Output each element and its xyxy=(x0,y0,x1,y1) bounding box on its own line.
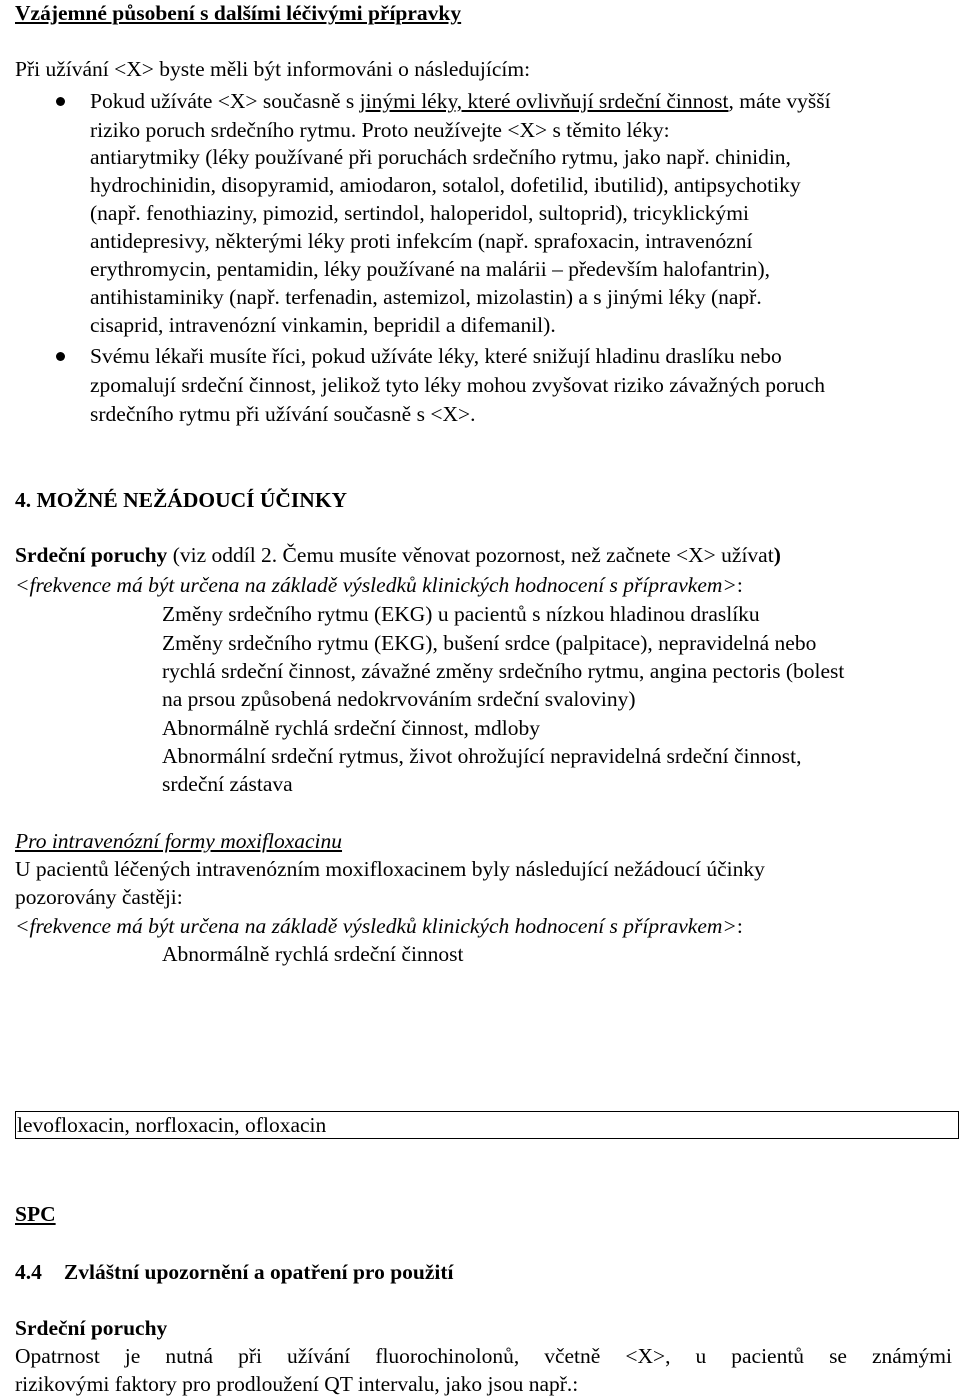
bullet1-line9: cisaprid, intravenózní vinkamin, bepridil a difemanil). xyxy=(90,313,556,337)
bullet2-line1: Svému lékaři musíte říci, pokud užíváte léky, které snižují hladinu draslíku nebo xyxy=(90,344,782,368)
bullet1-line5: (např. fenothiaziny, pimozid, sertindol, haloperidol, sultoprid), tricyklickými xyxy=(90,201,749,225)
bullet1-line6: antidepresivy, některými léky proti infekcím (např. sprafoxacin, intravenózní xyxy=(90,229,753,253)
bullet1-line1: Pokud užíváte <X> současně s jinými léky, které ovlivňují srdeční činnost, máte vyšší xyxy=(90,89,831,113)
iv-side-effect-item: Abnormálně rychlá srdeční činnost xyxy=(162,942,464,966)
spc-section-heading xyxy=(15,1258,454,1287)
bullet1-line7: erythromycin, pentamidin, léky používané na malárii – především halofantrin), xyxy=(90,257,771,281)
bullet1-line3: antiarytmiky (léky používané při poruchách srdečního rytmu, jako např. chinidin, xyxy=(90,145,791,169)
iv-forms-line2: pozorovány častěji: xyxy=(15,885,183,909)
spc-section-title: Zvláštní upozornění a opatření pro použití xyxy=(63,1260,454,1284)
spc-caution-line2: rizikovými faktory pro prodloužení QT intervalu, jako jsou např.: xyxy=(15,1372,579,1396)
related-drugs-link-text: jinými léky, které ovlivňují srdeční činnost xyxy=(359,89,729,113)
side-effect-item: srdeční zástava xyxy=(162,772,293,796)
spc-section-number: 4.4 xyxy=(15,1260,42,1284)
side-effect-item: Změny srdečního rytmu (EKG), bušení srdce (palpitace), nepravidelná nebo xyxy=(162,631,817,655)
side-effect-item: na prsou způsobená nedokrvováním srdeční svaloviny) xyxy=(162,687,636,711)
boxed-substances-text: levofloxacin, norfloxacin, ofloxacin xyxy=(17,1113,327,1137)
frequency-note: <frekvence má být určena na základě výsledků klinických hodnocení s přípravkem>: xyxy=(15,573,743,597)
iv-frequency-note: <frekvence má být určena na základě výsledků klinických hodnocení s přípravkem>: xyxy=(15,914,743,938)
cardiac-disorders-label: Srdeční poruchy xyxy=(15,543,168,567)
bullet2-line3: srdečního rytmu při užívání současně s <X>. xyxy=(90,402,476,426)
bullet-dot xyxy=(56,352,65,361)
interactions-intro: Při užívání <X> byste měli být informováni o následujícím: xyxy=(15,57,531,81)
spc-cardiac-heading: Srdeční poruchy xyxy=(15,1316,168,1340)
side-effect-item: Změny srdečního rytmu (EKG) u pacientů s nízkou hladinou draslíku xyxy=(162,602,760,626)
cardiac-disorders-line: Srdeční poruchy (viz oddíl 2. Čemu musíte věnovat pozornost, než začnete <X> užívat) xyxy=(15,543,781,567)
bullet2-line2: zpomalují srdeční činnost, jelikož tyto léky mohou zvyšovat riziko závažných poruch xyxy=(90,373,825,397)
iv-forms-heading: Pro intravenózní formy moxifloxacinu xyxy=(15,829,343,853)
side-effect-item: Abnormálně rychlá srdeční činnost, mdloby xyxy=(162,716,540,740)
section4-heading: 4. MOŽNÉ NEŽÁDOUCÍ ÚČINKY xyxy=(15,488,348,512)
bullet-dot xyxy=(56,97,65,106)
bullet1-line2: riziko poruch srdečního rytmu. Proto neužívejte <X> s těmito léky: xyxy=(90,118,670,142)
side-effect-item: rychlá srdeční činnost, závažné změny srdečního rytmu, angina pectoris (bolest xyxy=(162,659,845,683)
bullet1-line4: hydrochinidin, disopyramid, amiodaron, sotalol, dofetilid, ibutilid), antipsychotiky xyxy=(90,173,801,197)
iv-forms-line1: U pacientů léčených intravenózním moxifloxacinem byly následující nežádoucí účinky xyxy=(15,857,765,881)
side-effect-item: Abnormální srdeční rytmus, život ohrožující nepravidelná srdeční činnost, xyxy=(162,744,802,768)
spc-label: SPC xyxy=(15,1202,56,1226)
interactions-heading: Vzájemné působení s dalšími léčivými přípravky xyxy=(15,1,462,25)
spc-caution-line1: Opatrnost je nutná při užívání fluorochinolonů, včetně <X>, u pacientů se známými xyxy=(15,1344,952,1368)
bullet1-line8: antihistaminiky (např. terfenadin, astemizol, mizolastin) a s jinými léky (např. xyxy=(90,285,762,309)
